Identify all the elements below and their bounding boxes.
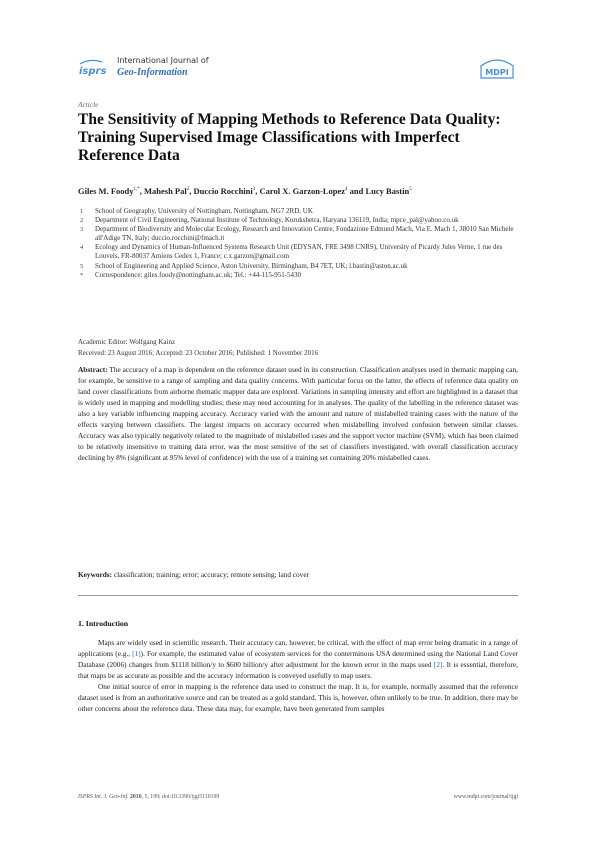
footer-volume-doi: , 5, 199; doi:10.3390/ijgi5110199 [141, 794, 220, 800]
keywords-text: classification; training; error; accuracy; remote sensing; land cover [113, 570, 310, 579]
author-affil-sup: 3 [252, 187, 256, 193]
journal-name-line1: International Journal of [117, 56, 209, 65]
author-name: Lucy Bastin [365, 186, 410, 196]
correspondence-text: Correspondence: giles.foody@nottingham.ac.uk; Tel.: +44-115-951-5430 [95, 270, 302, 279]
abstract-label: Abstract: [78, 365, 108, 374]
editorial-info [78, 337, 518, 359]
article-type: Article [78, 100, 99, 109]
author-affil-sup: 2 [186, 187, 190, 193]
article-title: The Sensitivity of Mapping Methods to Reference Data Quality: Training Supervised Image Classifications with Imperfect Reference Data [78, 111, 501, 164]
citation-link[interactable]: [2] [433, 660, 443, 669]
affiliation-number: 5 [80, 262, 84, 270]
author-name: Mahesh Pal [143, 186, 187, 196]
affiliation-number: 2 [80, 217, 84, 225]
affiliation-item [78, 207, 528, 216]
affiliation-item [78, 262, 528, 271]
correspondence-marker: * [80, 271, 84, 279]
author-list: Giles M. Foody$^{1,*}$, Mahesh Pal$^2$, Duccio Rocchini$^3$, Carol X. Garzon-Lopez$^4$ and Lucy Bastin$^5$ [78, 186, 412, 196]
author-name: Giles M. Foody [78, 186, 134, 196]
author-affil-sup: 1,* [133, 187, 140, 193]
isprs-logo [78, 58, 118, 78]
section-divider [78, 595, 518, 596]
affiliation-text: Department of Biodiversity and Molecular Ecology, Research and Innovation Centre, Fondazione Edmund Mach, Via E. Mach 1, 38010 San Michele all'Adige TN, Italy; duccio.rocchini@fmach.it [95, 225, 514, 243]
footer-journal-abbrev: ISPRS Int. J. Geo-Inf. [78, 794, 129, 800]
paragraph-text: Maps are widely used in scientific research. Their accuracy can, however, be critical, with the effect of map error being dramatic in a range of applications (e.g., [78, 638, 518, 658]
section-heading: 1. Introduction [78, 619, 129, 628]
author-affil-sup: 4 [345, 187, 348, 193]
affiliation-list [78, 207, 528, 280]
author-name: Duccio Rocchini [193, 186, 253, 196]
footer-year: 2016 [130, 794, 142, 800]
paragraph-text: ). For example, the estimated value of ecosystem services for the conterminous USA determined using the National Land Cover Database (2006) changes from $1118 billion/y to $600 billion/y after adjustment for the known error in the maps used [78, 649, 518, 669]
keywords [78, 570, 518, 579]
abstract-text: The accuracy of a map is dependent on the reference dataset used in its construction. Classification analyses used in thematic mapping can, for example, be sensitive to a range of sampling and data quality concerns. With particular focus on the latter, the effects of reference data quality on land cover classifications from airborne thematic mapper data are explored. Variations in sampling intensity and effort are highlighted in a dataset that is widely used in mapping and modelling studies; these may need accounting for in analyses. The quality of the labelling in the reference dataset was also a key variable influencing mapping accuracy. Accuracy varied with the amount and nature of mislabelled training cases with the nature of the effects varying between classifiers. The largest impacts on accuracy occurred when mislabelling involved confusion between similar classes. Accuracy was also typically negatively related to the magnitude of mislabelled cases and the support vector machine (SVM), which has been claimed to be relatively insensitive to training data error, was the most sensitive of the set of classifiers investigated, with overall classification accuracy declining by 8% (significant at 95% level of confidence) with the use of a training set containing 20% mislabelled cases. [78, 365, 518, 462]
section-body [78, 637, 518, 714]
abstract [78, 364, 518, 463]
footer-citation [78, 794, 219, 800]
affiliation-item [78, 225, 528, 243]
isprs-logo-text: isprs [79, 66, 107, 77]
affiliation-number: 4 [80, 244, 84, 252]
paragraph-text: . It is essential, therefore, that maps be as accurate as possible and the accuracy information is conveyed usefully to map users. [78, 660, 518, 680]
mdpi-logo [478, 56, 516, 80]
affiliation-item [78, 216, 528, 225]
affiliation-text: School of Geography, University of Nottingham, Nottingham, NG7 2RD, UK [95, 207, 313, 215]
journal-name-line2: Geo-Information [117, 67, 188, 78]
correspondence-item [78, 271, 528, 280]
author-name: Carol X. Garzon-Lopez [259, 186, 346, 196]
footer-url[interactable]: www.mdpi.com/journal/ijgi [453, 794, 518, 800]
paragraph: One initial source of error in mapping is the reference data used to construct the map. It is, for example, normally assumed that the reference dataset used is from an authoritative source and can be treated as a gold standard. This is, however, often unlikely to be true. In addition, there may be other concerns about the reference data. These data may, for example, have been generated from samples [78, 682, 518, 713]
affiliation-item [78, 243, 528, 261]
author-affil-sup: 5 [409, 187, 412, 193]
keywords-label: Keywords: [78, 570, 113, 579]
affiliation-number: 1 [80, 208, 84, 215]
paragraph [78, 637, 518, 681]
affiliation-number: 3 [80, 226, 84, 234]
affiliation-text: Ecology and Dynamics of Human-Influenced Systems Research Unit (EDYSAN, FRE 3498 CNRS), University of Picardy Jules Verne, 1 rue des Louvels, FR-80037 Amiens Cedex 1, France; c.x.garzon@gmail.com [95, 243, 503, 261]
publication-dates: Received: 23 August 2016; Accepted: 23 October 2016; Published: 1 November 2016 [78, 349, 319, 357]
mdpi-logo-text: MDPI [485, 68, 509, 77]
affiliation-text: School of Engineering and Applied Science, Aston University, Birmingham, B4 7ET, UK; l.bastin@aston.ac.uk [95, 261, 408, 270]
academic-editor: Academic Editor: Wolfgang Kainz [78, 338, 176, 346]
citation-link[interactable]: [1] [132, 649, 141, 658]
affiliation-text: Department of Civil Engineering, National Institute of Technology, Kurukshetra, Haryana 136119, India; mpce_pal@yahoo.co.uk [95, 216, 459, 225]
